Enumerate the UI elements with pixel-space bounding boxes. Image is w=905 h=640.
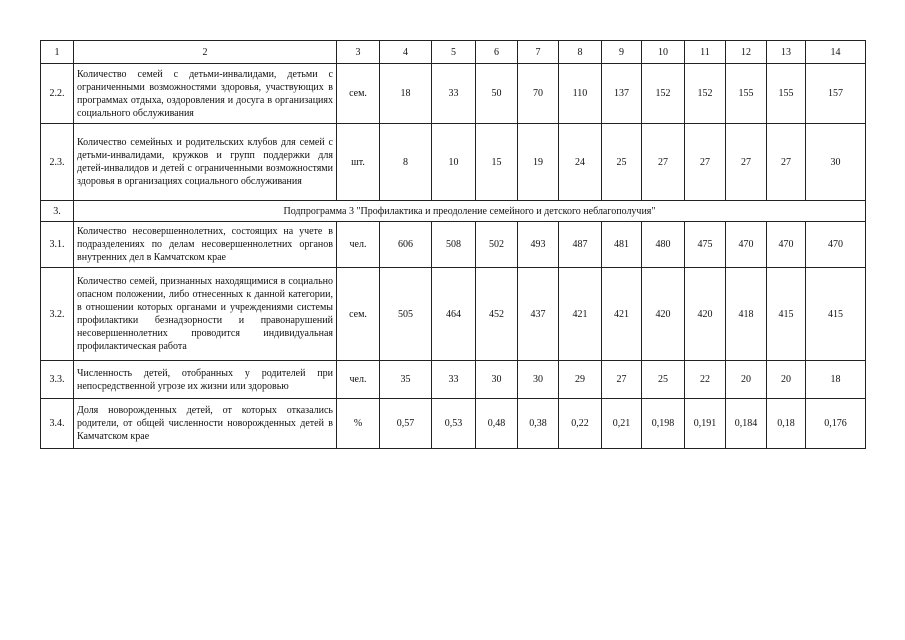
header-cell: 13 bbox=[767, 41, 806, 64]
value-cell: 418 bbox=[726, 268, 767, 361]
row-number: 2.3. bbox=[41, 124, 74, 201]
indicator-name: Численность детей, отобранных у родителей при непосредственной угрозе их жизни или здоровью bbox=[74, 361, 337, 399]
table-row bbox=[41, 361, 866, 399]
value-cell: 493 bbox=[518, 222, 559, 268]
value-cell: 19 bbox=[518, 124, 559, 201]
header-cell: 11 bbox=[685, 41, 726, 64]
value-cell: 137 bbox=[602, 64, 642, 124]
value-cell: 420 bbox=[642, 268, 685, 361]
value-cell: 33 bbox=[432, 64, 476, 124]
value-cell: 480 bbox=[642, 222, 685, 268]
table-row bbox=[41, 399, 866, 449]
value-cell: 35 bbox=[380, 361, 432, 399]
value-cell: 70 bbox=[518, 64, 559, 124]
value-cell: 24 bbox=[559, 124, 602, 201]
value-cell: 20 bbox=[767, 361, 806, 399]
value-cell: 152 bbox=[685, 64, 726, 124]
indicators-table bbox=[40, 40, 866, 449]
value-cell: 18 bbox=[806, 361, 866, 399]
value-cell: 8 bbox=[380, 124, 432, 201]
value-cell: 470 bbox=[767, 222, 806, 268]
indicator-name: Доля новорожденных детей, от которых отказались родители, от общей численности новорожденных детей в Камчатском крае bbox=[74, 399, 337, 449]
value-cell: 155 bbox=[767, 64, 806, 124]
header-cell: 1 bbox=[41, 41, 74, 64]
row-number: 3.3. bbox=[41, 361, 74, 399]
value-cell: 0,176 bbox=[806, 399, 866, 449]
value-cell: 421 bbox=[559, 268, 602, 361]
value-cell: 437 bbox=[518, 268, 559, 361]
header-cell: 12 bbox=[726, 41, 767, 64]
value-cell: 25 bbox=[602, 124, 642, 201]
value-cell: 452 bbox=[476, 268, 518, 361]
header-cell: 7 bbox=[518, 41, 559, 64]
value-cell: 0,38 bbox=[518, 399, 559, 449]
header-cell: 4 bbox=[380, 41, 432, 64]
value-cell: 0,53 bbox=[432, 399, 476, 449]
unit-cell: сем. bbox=[337, 64, 380, 124]
row-number: 3.4. bbox=[41, 399, 74, 449]
value-cell: 27 bbox=[602, 361, 642, 399]
value-cell: 0,184 bbox=[726, 399, 767, 449]
header-cell: 2 bbox=[74, 41, 337, 64]
value-cell: 152 bbox=[642, 64, 685, 124]
header-cell: 10 bbox=[642, 41, 685, 64]
value-cell: 30 bbox=[518, 361, 559, 399]
indicator-name: Количество семей, признанных находящимися в социально опасном положении, либо отнесенных к данной категории, в отношении которых органами и учреждениями системы профилактики безнадзорности и правонарушений несовершеннолетних проводится индивидуальная профилактическая работа bbox=[74, 268, 337, 361]
header-cell: 6 bbox=[476, 41, 518, 64]
value-cell: 470 bbox=[726, 222, 767, 268]
value-cell: 0,48 bbox=[476, 399, 518, 449]
value-cell: 415 bbox=[806, 268, 866, 361]
value-cell: 0,21 bbox=[602, 399, 642, 449]
value-cell: 33 bbox=[432, 361, 476, 399]
value-cell: 470 bbox=[806, 222, 866, 268]
value-cell: 508 bbox=[432, 222, 476, 268]
row-number: 3.1. bbox=[41, 222, 74, 268]
value-cell: 29 bbox=[559, 361, 602, 399]
value-cell: 415 bbox=[767, 268, 806, 361]
section-row bbox=[41, 201, 866, 222]
section-number: 3. bbox=[41, 201, 74, 222]
header-cell: 5 bbox=[432, 41, 476, 64]
value-cell: 30 bbox=[476, 361, 518, 399]
value-cell: 15 bbox=[476, 124, 518, 201]
indicator-name: Количество несовершеннолетних, состоящих на учете в подразделениях по делам несовершеннолетних органов внутренних дел в Камчатском крае bbox=[74, 222, 337, 268]
value-cell: 18 bbox=[380, 64, 432, 124]
indicator-name: Количество семейных и родительских клубов для семей с детьми-инвалидами, кружков и групп поддержки для детей-инвалидов и детей с ограниченными возможностями здоровья в организациях социального обслуживания bbox=[74, 124, 337, 201]
header-cell: 14 bbox=[806, 41, 866, 64]
unit-cell: чел. bbox=[337, 222, 380, 268]
header-row bbox=[41, 41, 866, 64]
unit-cell: шт. bbox=[337, 124, 380, 201]
table-row bbox=[41, 268, 866, 361]
value-cell: 505 bbox=[380, 268, 432, 361]
unit-cell: % bbox=[337, 399, 380, 449]
section-title: Подпрограмма 3 "Профилактика и преодоление семейного и детского неблагополучия" bbox=[74, 201, 866, 222]
table-row bbox=[41, 64, 866, 124]
header-cell: 9 bbox=[602, 41, 642, 64]
value-cell: 50 bbox=[476, 64, 518, 124]
value-cell: 22 bbox=[685, 361, 726, 399]
value-cell: 0,191 bbox=[685, 399, 726, 449]
unit-cell: чел. bbox=[337, 361, 380, 399]
value-cell: 157 bbox=[806, 64, 866, 124]
value-cell: 421 bbox=[602, 268, 642, 361]
header-cell: 3 bbox=[337, 41, 380, 64]
table-row bbox=[41, 124, 866, 201]
header-cell: 8 bbox=[559, 41, 602, 64]
value-cell: 420 bbox=[685, 268, 726, 361]
value-cell: 481 bbox=[602, 222, 642, 268]
value-cell: 155 bbox=[726, 64, 767, 124]
value-cell: 0,198 bbox=[642, 399, 685, 449]
value-cell: 0,22 bbox=[559, 399, 602, 449]
value-cell: 20 bbox=[726, 361, 767, 399]
indicator-name: Количество семей с детьми-инвалидами, детьми с ограниченными возможностями здоровья, участвующих в программах отдыха, оздоровления и досуга в организациях социального обслуживания bbox=[74, 64, 337, 124]
value-cell: 0,57 bbox=[380, 399, 432, 449]
value-cell: 27 bbox=[726, 124, 767, 201]
value-cell: 502 bbox=[476, 222, 518, 268]
value-cell: 110 bbox=[559, 64, 602, 124]
value-cell: 27 bbox=[685, 124, 726, 201]
value-cell: 10 bbox=[432, 124, 476, 201]
value-cell: 606 bbox=[380, 222, 432, 268]
value-cell: 30 bbox=[806, 124, 866, 201]
value-cell: 0,18 bbox=[767, 399, 806, 449]
value-cell: 464 bbox=[432, 268, 476, 361]
row-number: 2.2. bbox=[41, 64, 74, 124]
value-cell: 25 bbox=[642, 361, 685, 399]
unit-cell: сем. bbox=[337, 268, 380, 361]
row-number: 3.2. bbox=[41, 268, 74, 361]
table-row bbox=[41, 222, 866, 268]
value-cell: 487 bbox=[559, 222, 602, 268]
value-cell: 27 bbox=[767, 124, 806, 201]
value-cell: 475 bbox=[685, 222, 726, 268]
value-cell: 27 bbox=[642, 124, 685, 201]
